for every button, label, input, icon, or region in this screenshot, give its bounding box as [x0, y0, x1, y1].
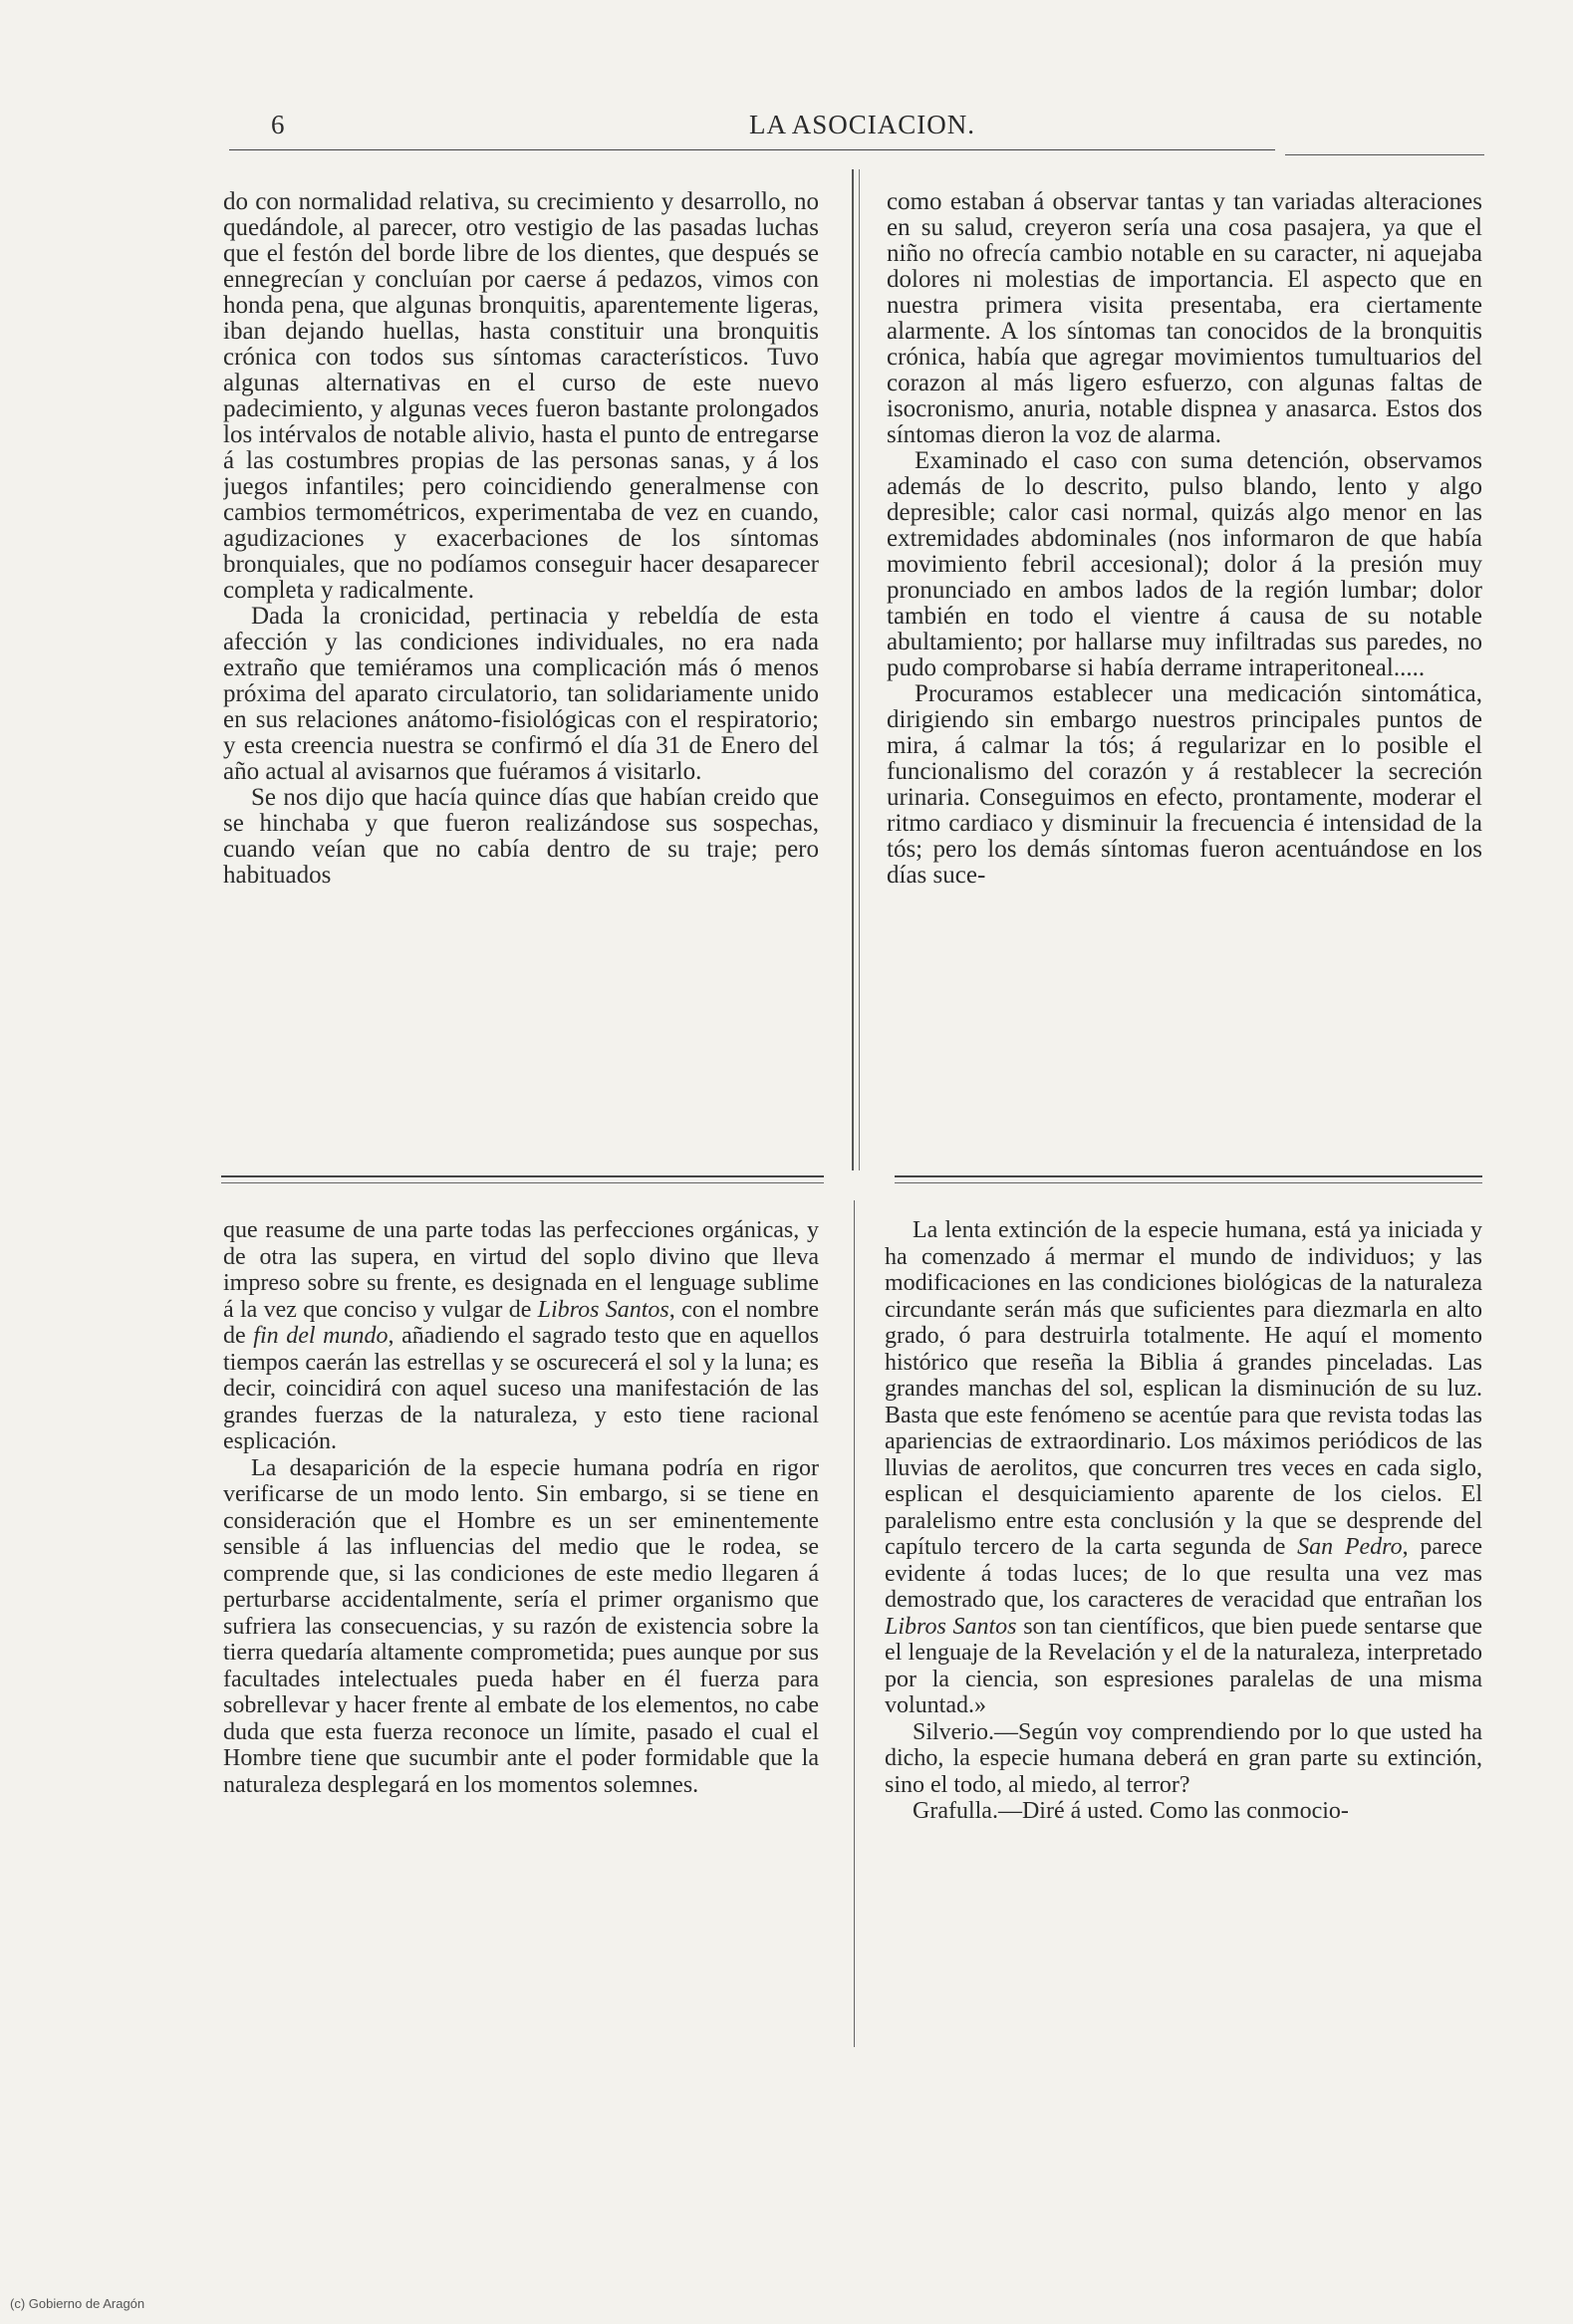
paragraph: Se nos dijo que hacía quince días que habían creido que se hinchaba y que fueron realizándose sus sospechas, cuando veían que no cabía dentro de su traje; pero habituados [223, 784, 819, 889]
copyright-credit: (c) Gobierno de Aragón [10, 2296, 145, 2311]
lower-right-column [885, 1217, 1482, 2034]
header-rule-extension [1285, 154, 1484, 155]
paragraph: que reasume de una parte todas las perfecciones orgánicas, y de otra las supera, en virtud del soplo divino que lleva impreso sobre su frente, es designada en el lenguage sublime á la vez que conciso y vulgar de Libros Santos, con el nombre de fin del mundo, añadiendo el sagrado testo que en aquellos tiempos caerán las estrellas y se oscurecerá el sol y la luna; es decir, coincidirá con aquel suceso una manifestación de las grandes fuerzas de la naturaleza, y esto tiene racional esplicación. [223, 1217, 819, 1454]
column-divider-inner [859, 169, 860, 1170]
paragraph: Silverio.—Según voy comprendiendo por lo que usted ha dicho, la especie humana deberá en gran parte su extinción, sino el todo, al miedo, al terror? [885, 1718, 1482, 1798]
italic-name: San Pedro [1297, 1534, 1403, 1560]
paragraph: Procuramos establecer una medicación sintomática, dirigiendo sin embargo nuestros principales puntos de mira, á calmar la tós; á regularizar en lo posible el funcionalismo del corazón y á restablecer la secreción urinaria. Conseguimos en efecto, prontamente, moderar el ritmo cardiaco y disminuir la frecuencia é intensidad de la tós; pero los demás síntomas fueron acentuándose en los días suce- [887, 680, 1482, 889]
paragraph: Examinado el caso con suma detención, observamos además de lo descrito, pulso blando, lento y algo depresible; calor casi normal, quizás algo menor en las extremidades abdominales (nos informaron de que había movimiento febril accesional); dolor á la presión muy pronunciado en ambos lados de la región lumbar; dolor también en todo el vientre á causa de su notable abultamiento; por hallarse muy infiltradas sus paredes, no pudo comprobarse si había derrame intraperitoneal..... [887, 447, 1482, 681]
italic-phrase: fin del mundo [253, 1323, 389, 1349]
lower-left-column [223, 1217, 819, 2034]
page-number: 6 [271, 110, 285, 139]
paragraph: Grafulla.—Diré á usted. Como las conmocio- [913, 1798, 1349, 1824]
section-rule-left [221, 1175, 824, 1183]
paragraph: do con normalidad relativa, su crecimiento y desarrollo, no quedándole, al parecer, otro vestigio de las pasadas luchas que el festón del borde libre de los dientes, que después se ennegrecían y concluían por caerse á pedazos, vimos con honda pena, que algunas bronquitis, aparentemente ligeras, iban dejando huellas, hasta constituir una bronquitis crónica con todos sus síntomas característicos. Tuvo algunas alternativas en el curso de este nuevo padecimiento, y algunas veces fueron bastante prolongados los intérvalos de notable alivio, hasta el punto de entregarse á las costumbres propias de las personas sanas, y á los juegos infantiles; pero coincidiendo generalmense con cambios termométricos, experimentaba de vez en cuando, agudizaciones y exacerbaciones de los síntomas bronquiales, que no podíamos conseguir hacer desaparecer completa y radicalmente. [223, 189, 819, 604]
paragraph: Dada la cronicidad, pertinacia y rebeldía de esta afección y las condiciones individuales, no era nada extraño que temiéramos una complicación más ó menos próxima del aparato circulatorio, tan solidariamente unido en sus relaciones anátomo-fisiológicas con el respiratorio; y esta creencia nuestra se confirmó el día 31 de Enero del año actual al avisarnos que fuéramos á visitarlo. [223, 603, 819, 785]
italic-title: Libros Santos [537, 1296, 669, 1323]
paragraph: como estaban á observar tantas y tan variadas alteraciones en su salud, creyeron sería una cosa pasajera, ya que el niño no ofrecía cambio notable en su caracter, ni aquejaba dolores ni molestias de importancia. El aspecto que en nuestra primera visita presentaba, era ciertamente alarmente. A los síntomas tan conocidos de la bronquitis crónica, había que agregar movimientos tumultuarios del corazon al más ligero esfuerzo, con algunas faltas de isocronismo, anuria, notable dispnea y anasarca. Estos dos síntomas dieron la voz de alarma. [887, 189, 1482, 448]
italic-title: Libros Santos [885, 1613, 1017, 1640]
upper-left-column [223, 189, 819, 1156]
lower-column-divider [854, 1200, 855, 2047]
section-rule-right [895, 1175, 1482, 1183]
paragraph: La desaparición de la especie humana podría en rigor verificarse de un modo lento. Sin embargo, si se tiene en consideración que el Hombre es un ser eminentemente sensible á las influencias del medio que le rodea, se comprende que, si las condiciones de este medio llegaren á perturbarse accidentalmente, sería el primer organismo que sufriera las consecuencias, y su razón de existencia sobre la tierra quedaría altamente comprometida; pues aunque por sus facultades intelectuales pueda haber en él fuerza para sobrellevar y hacer frente al embate de los elementos, no cabe duda que esta fuerza reconoce un límite, pasado el cual el Hombre tiene que sucumbir ante el poder formidable que la naturaleza desplegará en los momentos solemnes. [223, 1454, 819, 1798]
header-rule [229, 149, 1275, 150]
paragraph: La lenta extinción de la especie humana, está ya iniciada y ha comenzado á mermar el mundo de individuos; y las modificaciones en las condiciones biológicas de la naturaleza circundante serán más que suficientes para diezmarla en alto grado, ó para destruirla totalmente. He aquí el momento histórico que reseña la Biblia á grandes pinceladas. Las grandes manchas del sol, esplican la disminución de su luz. Basta que este fenómeno se acentúe para que revista todas las apariencias de extraordinario. Los máximos periódicos de las lluvias de aerolitos, que concurren tres veces en cada siglo, esplican el desquiciamiento aparente de los cielos. El paralelismo entre esta conclusión y la que se desprende del capítulo tercero de la carta segunda de San Pedro, parece evidente á todas luces; de lo que resulta una vez mas demostrado que, los caracteres de veracidad que entrañan los Libros Santos son tan científicos, que bien puede sentarse que el lenguaje de la Revelación y el de la naturaleza, interpretado por la ciencia, son espresiones paralelas de una misma voluntad.» [885, 1217, 1482, 1718]
upper-right-column [887, 189, 1482, 1156]
column-divider [852, 169, 854, 1170]
running-title: LA ASOCIACION. [749, 110, 976, 139]
